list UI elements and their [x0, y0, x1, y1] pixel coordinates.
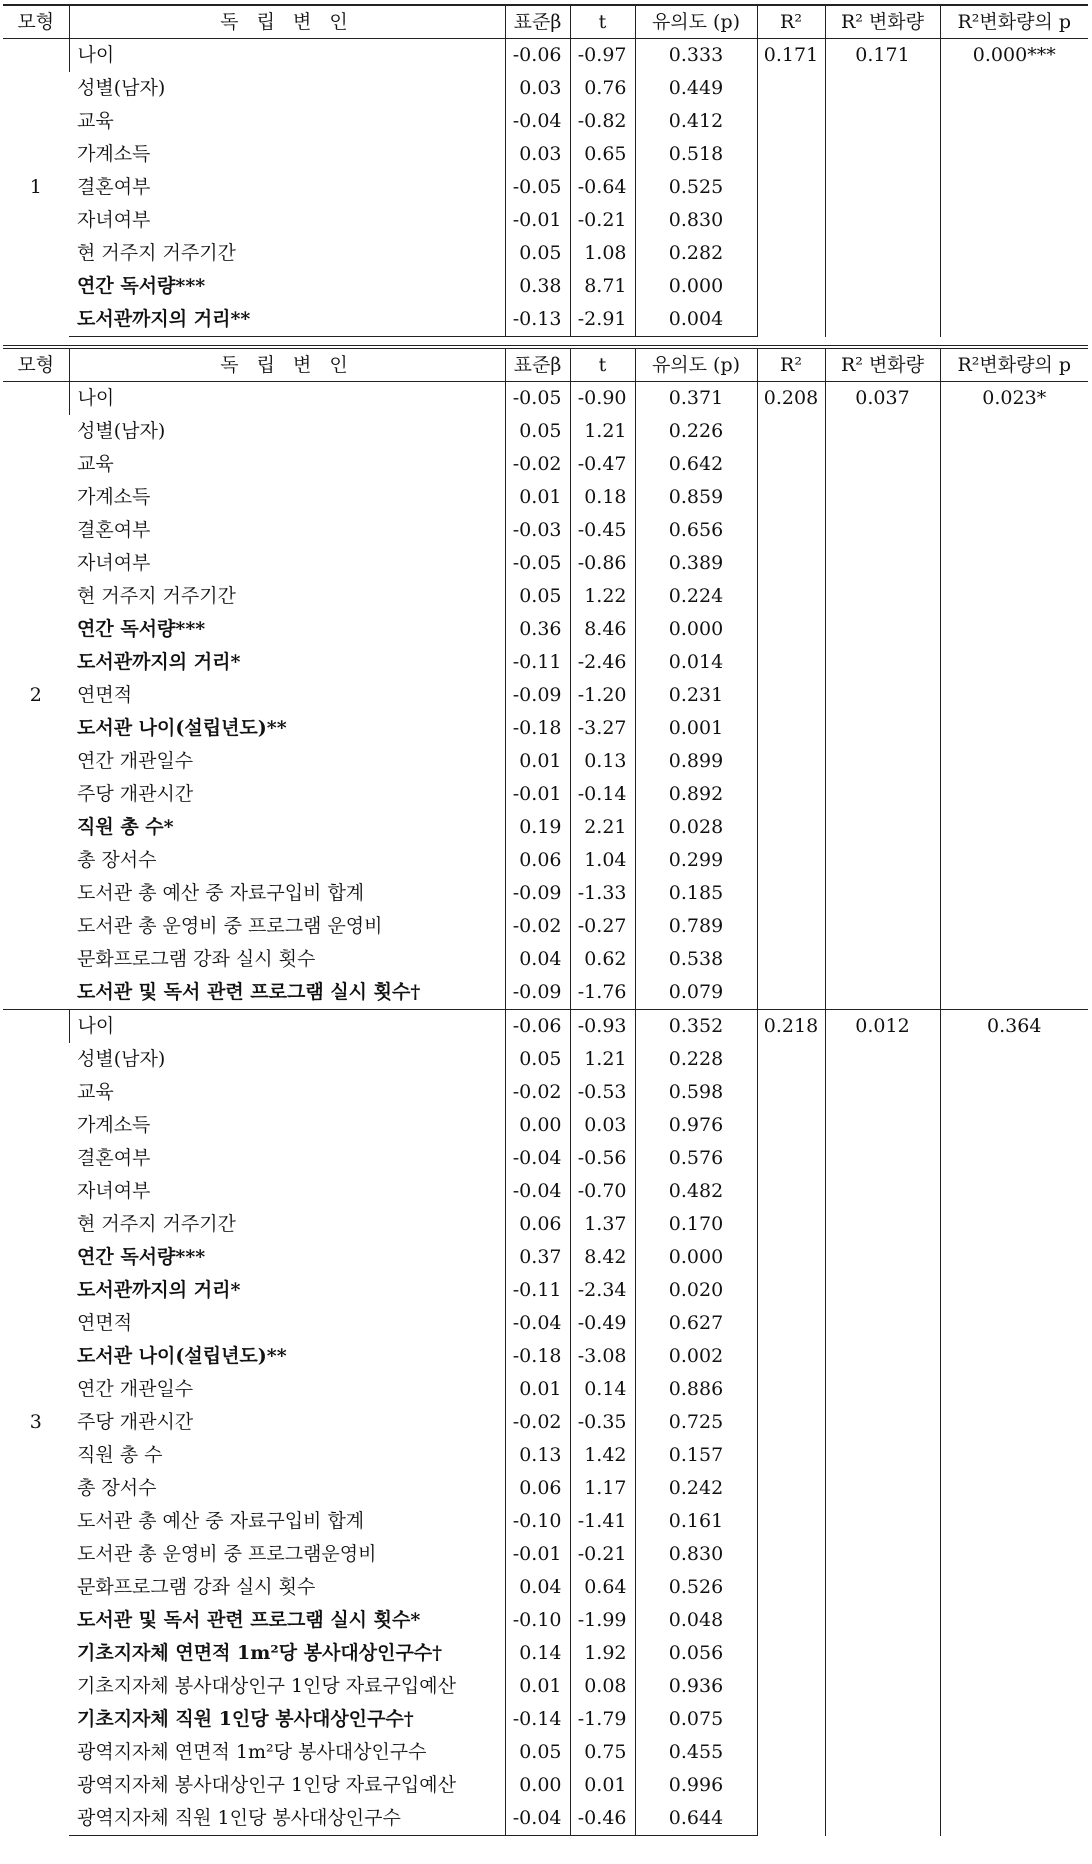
r2-value: 0.218 [757, 1010, 825, 1836]
p-value: 0.525 [635, 171, 757, 204]
header-r2-change-p: R²변화량의 p [940, 5, 1088, 39]
beta-value: 0.03 [505, 138, 570, 171]
p-value: 0.185 [635, 877, 757, 910]
p-value: 0.002 [635, 1340, 757, 1373]
p-value: 0.028 [635, 811, 757, 844]
variable-name: 도서관 총 예산 중 자료구입비 합계 [77, 882, 365, 904]
p-value: 0.830 [635, 204, 757, 237]
beta-value: -0.10 [505, 1505, 570, 1538]
variable-name: 광역지자체 봉사대상인구 1인당 자료구입예산 [77, 1774, 456, 1796]
header-t: t [570, 5, 635, 39]
model-number: 3 [3, 1010, 69, 1836]
variable-name: 도서관까지의 거리* [77, 1279, 241, 1301]
p-value: 0.899 [635, 745, 757, 778]
t-value: -1.33 [570, 877, 635, 910]
p-value: 0.000 [635, 1241, 757, 1274]
t-value: -2.46 [570, 646, 635, 679]
variable-name: 현 거주지 거주기간 [77, 242, 236, 264]
t-value: -0.97 [570, 39, 635, 73]
t-value: -0.53 [570, 1076, 635, 1109]
beta-value: 0.04 [505, 943, 570, 976]
variable-name: 기초지자체 연면적 1m²당 봉사대상인구수† [77, 1642, 443, 1664]
variable-name: 연간 독서량*** [77, 275, 206, 297]
beta-value: -0.06 [505, 39, 570, 73]
t-value: 2.21 [570, 811, 635, 844]
beta-value: 0.00 [505, 1109, 570, 1142]
p-value: 0.936 [635, 1670, 757, 1703]
beta-value: -0.09 [505, 877, 570, 910]
p-value: 0.075 [635, 1703, 757, 1736]
variable-name: 나이 [69, 1010, 505, 1044]
t-value: -0.14 [570, 778, 635, 811]
t-value: 1.37 [570, 1208, 635, 1241]
table-row [3, 1010, 1088, 1044]
p-value: 0.228 [635, 1043, 757, 1076]
r2-change-p-value: 0.023* [940, 382, 1088, 1010]
beta-value: -0.01 [505, 778, 570, 811]
model-1-block [3, 39, 1088, 337]
t-value: 0.62 [570, 943, 635, 976]
beta-value: 0.00 [505, 1769, 570, 1802]
t-value: 1.21 [570, 415, 635, 448]
beta-value: 0.13 [505, 1439, 570, 1472]
p-value: 0.333 [635, 39, 757, 73]
p-value: 0.886 [635, 1373, 757, 1406]
beta-value: -0.04 [505, 1802, 570, 1836]
variable-name: 문화프로그램 강좌 실시 횟수 [77, 1576, 316, 1598]
p-value: 0.789 [635, 910, 757, 943]
variable-name: 자녀여부 [77, 1180, 151, 1202]
beta-value: -0.18 [505, 1340, 570, 1373]
p-value: 0.482 [635, 1175, 757, 1208]
beta-value: 0.05 [505, 580, 570, 613]
t-value: 8.42 [570, 1241, 635, 1274]
variable-name: 광역지자체 직원 1인당 봉사대상인구수 [69, 1802, 505, 1836]
variable-name: 가계소득 [77, 1114, 151, 1136]
t-value: 0.03 [570, 1109, 635, 1142]
variable-name: 교육 [77, 1081, 114, 1103]
variable-name: 가계소득 [77, 143, 151, 165]
beta-value: -0.09 [505, 679, 570, 712]
t-value: 0.75 [570, 1736, 635, 1769]
table-header-row [3, 5, 1088, 39]
beta-value: -0.04 [505, 1175, 570, 1208]
beta-value: -0.11 [505, 646, 570, 679]
variable-name: 결혼여부 [77, 519, 151, 541]
model-number: 2 [29, 684, 42, 706]
beta-value: 0.03 [505, 72, 570, 105]
variable-name: 도서관 총 운영비 중 프로그램운영비 [77, 1543, 377, 1565]
p-value: 0.412 [635, 105, 757, 138]
p-value: 0.371 [635, 382, 757, 416]
t-value: 0.76 [570, 72, 635, 105]
p-value: 0.644 [635, 1802, 757, 1836]
variable-name: 성별(남자) [77, 1048, 166, 1070]
p-value: 0.830 [635, 1538, 757, 1571]
beta-value: 0.06 [505, 1472, 570, 1505]
t-value: 8.71 [570, 270, 635, 303]
t-value: 0.18 [570, 481, 635, 514]
variable-name: 연간 개관일수 [77, 1378, 194, 1400]
beta-value: 0.01 [505, 1670, 570, 1703]
header-r2: R² [757, 347, 825, 382]
variable-name: 총 장서수 [77, 849, 157, 871]
r2-value: 0.208 [757, 382, 825, 1010]
p-value: 0.526 [635, 1571, 757, 1604]
t-value: 8.46 [570, 613, 635, 646]
beta-value: 0.05 [505, 415, 570, 448]
variable-name: 자녀여부 [77, 552, 151, 574]
header-r2-change: R² 변화량 [825, 5, 940, 39]
t-value: -0.82 [570, 105, 635, 138]
beta-value: 0.36 [505, 613, 570, 646]
variable-name: 교육 [77, 453, 114, 475]
t-value: 1.92 [570, 1637, 635, 1670]
variable-name: 도서관 총 운영비 중 프로그램 운영비 [77, 915, 383, 937]
beta-value: -0.11 [505, 1274, 570, 1307]
t-value: -1.20 [570, 679, 635, 712]
variable-name: 기초지자체 봉사대상인구 1인당 자료구입예산 [77, 1675, 456, 1697]
beta-value: 0.01 [505, 481, 570, 514]
variable-name: 주당 개관시간 [77, 783, 194, 805]
p-value: 0.014 [635, 646, 757, 679]
header-p: 유의도 (p) [635, 5, 757, 39]
header-beta: 표준β [505, 5, 570, 39]
beta-value: -0.06 [505, 1010, 570, 1044]
r2-change-p-value: 0.364 [940, 1010, 1088, 1836]
t-value: -0.49 [570, 1307, 635, 1340]
p-value: 0.000 [635, 613, 757, 646]
p-value: 0.242 [635, 1472, 757, 1505]
p-value: 0.859 [635, 481, 757, 514]
header-model: 모형 [3, 5, 69, 39]
t-value: -1.76 [570, 976, 635, 1010]
beta-value: 0.05 [505, 237, 570, 270]
variable-name: 결혼여부 [77, 1147, 151, 1169]
t-value: 1.22 [570, 580, 635, 613]
p-value: 0.004 [635, 303, 757, 337]
p-value: 0.538 [635, 943, 757, 976]
beta-value: -0.02 [505, 448, 570, 481]
variable-name: 도서관까지의 거리** [69, 303, 505, 337]
variable-name: 도서관 및 독서 관련 프로그램 실시 횟수* [77, 1609, 421, 1631]
beta-value: -0.03 [505, 514, 570, 547]
variable-name: 도서관 나이(설립년도)** [77, 717, 287, 739]
p-value: 0.170 [635, 1208, 757, 1241]
t-value: -0.56 [570, 1142, 635, 1175]
regression-table-model-1 [3, 4, 1088, 337]
table-row [3, 382, 1088, 416]
t-value: -0.45 [570, 514, 635, 547]
variable-name: 직원 총 수 [77, 1444, 163, 1466]
t-value: -0.21 [570, 1538, 635, 1571]
p-value: 0.725 [635, 1406, 757, 1439]
beta-value: -0.13 [505, 303, 570, 337]
beta-value: 0.05 [505, 1736, 570, 1769]
beta-value: 0.06 [505, 844, 570, 877]
r2-change-value: 0.012 [825, 1010, 940, 1836]
header-model: 모형 [3, 347, 69, 382]
p-value: 0.000 [635, 270, 757, 303]
variable-name: 광역지자체 연면적 1m²당 봉사대상인구수 [77, 1741, 427, 1763]
t-value: -0.35 [570, 1406, 635, 1439]
p-value: 0.449 [635, 72, 757, 105]
variable-name: 현 거주지 거주기간 [77, 585, 236, 607]
p-value: 0.020 [635, 1274, 757, 1307]
variable-name: 도서관까지의 거리* [77, 651, 241, 673]
model-2-block [3, 382, 1088, 1010]
variable-name: 가계소득 [77, 486, 151, 508]
beta-value: -0.10 [505, 1604, 570, 1637]
t-value: 1.04 [570, 844, 635, 877]
variable-name: 성별(남자) [77, 420, 166, 442]
p-value: 0.518 [635, 138, 757, 171]
variable-name: 기초지자체 직원 1인당 봉사대상인구수† [77, 1708, 414, 1730]
beta-value: -0.04 [505, 1307, 570, 1340]
variable-name: 현 거주지 거주기간 [77, 1213, 236, 1235]
t-value: 0.08 [570, 1670, 635, 1703]
header-r2-change: R² 변화량 [825, 347, 940, 382]
p-value: 0.224 [635, 580, 757, 613]
r2-change-value: 0.037 [825, 382, 940, 1010]
t-value: -0.90 [570, 382, 635, 416]
t-value: 0.65 [570, 138, 635, 171]
t-value: -0.70 [570, 1175, 635, 1208]
header-t: t [570, 347, 635, 382]
p-value: 0.642 [635, 448, 757, 481]
p-value: 0.892 [635, 778, 757, 811]
t-value: 0.64 [570, 1571, 635, 1604]
p-value: 0.455 [635, 1736, 757, 1769]
variable-name: 교육 [77, 110, 114, 132]
header-r2: R² [757, 5, 825, 39]
variable-name: 도서관 및 독서 관련 프로그램 실시 횟수† [77, 981, 421, 1003]
r2-change-p-value: 0.000*** [940, 39, 1088, 337]
beta-value: -0.05 [505, 382, 570, 416]
t-value: 1.21 [570, 1043, 635, 1076]
variable-name: 자녀여부 [77, 209, 151, 231]
variable-name: 도서관 총 예산 중 자료구입비 합계 [77, 1510, 365, 1532]
beta-value: 0.04 [505, 1571, 570, 1604]
variable-name: 총 장서수 [77, 1477, 157, 1499]
p-value: 0.656 [635, 514, 757, 547]
beta-value: -0.09 [505, 976, 570, 1010]
beta-value: -0.04 [505, 1142, 570, 1175]
t-value: -2.34 [570, 1274, 635, 1307]
beta-value: 0.01 [505, 745, 570, 778]
variable-name: 연간 독서량*** [77, 618, 206, 640]
variable-name: 결혼여부 [77, 176, 151, 198]
t-value: -0.46 [570, 1802, 635, 1836]
p-value: 0.048 [635, 1604, 757, 1637]
header-variable: 독 립 변 인 [69, 347, 505, 382]
header-variable: 독 립 변 인 [69, 5, 505, 39]
variable-name: 연간 개관일수 [77, 750, 194, 772]
p-value: 0.079 [635, 976, 757, 1010]
beta-value: -0.01 [505, 1538, 570, 1571]
table-row [3, 39, 1088, 73]
t-value: -1.99 [570, 1604, 635, 1637]
p-value: 0.976 [635, 1109, 757, 1142]
model-3-block [3, 1010, 1088, 1836]
variable-name: 직원 총 수* [77, 816, 174, 838]
t-value: -3.27 [570, 712, 635, 745]
beta-value: -0.05 [505, 547, 570, 580]
beta-value: 0.37 [505, 1241, 570, 1274]
t-value: 0.13 [570, 745, 635, 778]
regression-table-model-2-3 [3, 345, 1088, 1836]
variable-name: 연간 독서량*** [77, 1246, 206, 1268]
beta-value: 0.38 [505, 270, 570, 303]
beta-value: -0.01 [505, 204, 570, 237]
t-value: -0.86 [570, 547, 635, 580]
beta-value: 0.01 [505, 1373, 570, 1406]
p-value: 0.001 [635, 712, 757, 745]
t-value: -3.08 [570, 1340, 635, 1373]
t-value: -0.64 [570, 171, 635, 204]
variable-name: 나이 [69, 382, 505, 416]
variable-name: 나이 [69, 39, 505, 73]
beta-value: -0.02 [505, 910, 570, 943]
t-value: 0.14 [570, 1373, 635, 1406]
t-value: 0.01 [570, 1769, 635, 1802]
table-header-row [3, 347, 1088, 382]
t-value: -0.47 [570, 448, 635, 481]
p-value: 0.056 [635, 1637, 757, 1670]
beta-value: 0.14 [505, 1637, 570, 1670]
beta-value: -0.02 [505, 1076, 570, 1109]
variable-name: 주당 개관시간 [77, 1411, 194, 1433]
t-value: -1.79 [570, 1703, 635, 1736]
variable-name: 연면적 [77, 1312, 133, 1334]
beta-value: 0.05 [505, 1043, 570, 1076]
variable-name: 도서관 나이(설립년도)** [77, 1345, 287, 1367]
t-value: -0.93 [570, 1010, 635, 1044]
p-value: 0.161 [635, 1505, 757, 1538]
variable-name: 연면적 [77, 684, 133, 706]
p-value: 0.157 [635, 1439, 757, 1472]
beta-value: -0.02 [505, 1406, 570, 1439]
header-r2-change-p: R²변화량의 p [940, 347, 1088, 382]
beta-value: -0.18 [505, 712, 570, 745]
t-value: 1.08 [570, 237, 635, 270]
header-p: 유의도 (p) [635, 347, 757, 382]
t-value: -2.91 [570, 303, 635, 337]
t-value: 1.42 [570, 1439, 635, 1472]
p-value: 0.282 [635, 237, 757, 270]
p-value: 0.627 [635, 1307, 757, 1340]
r2-value: 0.171 [757, 39, 825, 337]
r2-change-value: 0.171 [825, 39, 940, 337]
beta-value: -0.05 [505, 171, 570, 204]
p-value: 0.352 [635, 1010, 757, 1044]
header-beta: 표준β [505, 347, 570, 382]
t-value: -1.41 [570, 1505, 635, 1538]
beta-value: 0.06 [505, 1208, 570, 1241]
t-value: -0.27 [570, 910, 635, 943]
p-value: 0.598 [635, 1076, 757, 1109]
p-value: 0.226 [635, 415, 757, 448]
p-value: 0.299 [635, 844, 757, 877]
beta-value: 0.19 [505, 811, 570, 844]
p-value: 0.576 [635, 1142, 757, 1175]
t-value: -0.21 [570, 204, 635, 237]
beta-value: -0.14 [505, 1703, 570, 1736]
p-value: 0.996 [635, 1769, 757, 1802]
model-number: 1 [29, 176, 42, 199]
p-value: 0.231 [635, 679, 757, 712]
t-value: 1.17 [570, 1472, 635, 1505]
variable-name: 성별(남자) [77, 77, 166, 99]
beta-value: -0.04 [505, 105, 570, 138]
variable-name: 문화프로그램 강좌 실시 횟수 [77, 948, 316, 970]
p-value: 0.389 [635, 547, 757, 580]
